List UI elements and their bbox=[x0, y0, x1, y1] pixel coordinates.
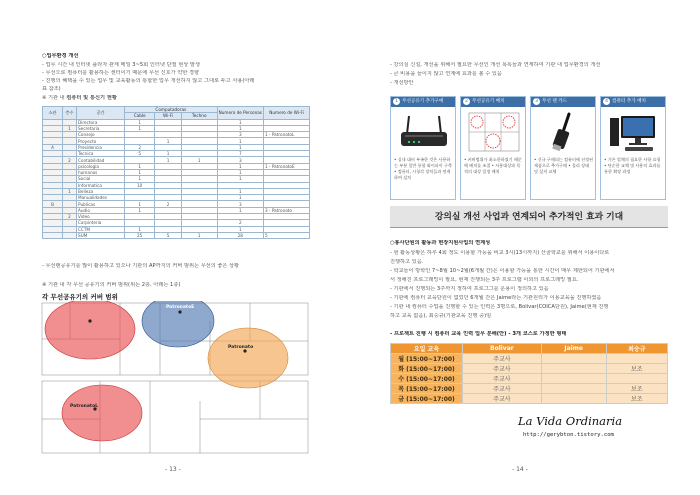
table-cell: Secretaria bbox=[77, 125, 125, 131]
table-cell: 1 - PatronatoL bbox=[264, 132, 310, 138]
improvement-card bbox=[600, 96, 666, 200]
body-line: - 기관에 컴퓨터 교육단원이 없었던 6개월 간은 Jaime라는 기관원리가 이용교육을 진행하였음 bbox=[390, 295, 602, 301]
table-cell: Belleza bbox=[77, 188, 125, 194]
equipment-table-body bbox=[43, 119, 310, 239]
table-cell: Presidencia bbox=[77, 144, 125, 150]
right-page bbox=[350, 0, 700, 495]
card-text: • 기존 업체의 필요한 사항 요청 • 단순한 교체 및 사용의 효과를 통한 확장 과정 bbox=[604, 157, 661, 174]
table-cell: 1 bbox=[125, 226, 155, 232]
col-header: Wi-Fi bbox=[155, 113, 181, 119]
section-heading: ○업무환경 개선 bbox=[42, 53, 79, 59]
table-cell: Social bbox=[77, 176, 125, 182]
table-row bbox=[43, 232, 310, 238]
schedule-cell bbox=[541, 374, 606, 384]
table-cell: psicologia bbox=[77, 163, 125, 169]
card-number: 3 bbox=[533, 98, 540, 105]
equipment-table bbox=[42, 106, 310, 239]
table-cell: 10 bbox=[125, 182, 155, 188]
schedule-col-header: 요일 교육 bbox=[391, 344, 463, 354]
col-header: Cable bbox=[125, 113, 155, 119]
card-header bbox=[391, 97, 455, 107]
table-cell: 1 bbox=[217, 188, 263, 194]
table-cell: 5 bbox=[125, 151, 155, 157]
table-cell: 1 bbox=[181, 232, 217, 238]
schedule-col-header: Bolivar bbox=[463, 344, 542, 354]
table-cell: 1 bbox=[217, 207, 263, 213]
table-cell: 2 bbox=[63, 157, 77, 163]
table-cell: Directora bbox=[77, 119, 125, 125]
table-cell: Video bbox=[77, 214, 125, 220]
table-cell: Carpinteria bbox=[77, 220, 125, 226]
card-header bbox=[601, 97, 665, 107]
col-header: Numero de Wi-Fi bbox=[264, 107, 310, 120]
table-cell: Tecnica bbox=[77, 151, 125, 157]
col-header: Computadoras bbox=[125, 107, 218, 113]
schedule-row bbox=[391, 384, 668, 394]
schedule-body bbox=[391, 354, 668, 404]
table-cell: 2 bbox=[63, 214, 77, 220]
router-label: PatronatoL bbox=[70, 404, 99, 409]
coverage-zone-orange bbox=[208, 328, 288, 388]
table-cell: Consejo bbox=[77, 132, 125, 138]
table-cell: A bbox=[43, 144, 63, 150]
table-cell: 3 bbox=[217, 201, 263, 207]
table-cell: 5 bbox=[155, 232, 181, 238]
table-cell: 1 bbox=[63, 125, 77, 131]
table-cell: 3 bbox=[217, 157, 263, 163]
card-number: 4 bbox=[603, 98, 610, 105]
blog-url[interactable]: http://gerybton.tistory.com bbox=[523, 432, 614, 438]
table-cell: 1 bbox=[125, 125, 155, 131]
body-line: 서 정해진 프로그래밍이 필요, 현재 진행되는 3주 프로그램 이외의 프로그래밍 필요. bbox=[390, 277, 579, 283]
col-header: 층수 bbox=[63, 107, 77, 120]
schedule-cell: 주교사 bbox=[463, 384, 542, 394]
table-cell: Audio bbox=[77, 207, 125, 213]
table-cell: 3 bbox=[217, 132, 263, 138]
table-cell bbox=[43, 232, 63, 238]
schedule-cell bbox=[606, 374, 667, 384]
table-cell: SUM bbox=[77, 232, 125, 238]
table-cell: B bbox=[43, 201, 63, 207]
table-cell: 1 bbox=[125, 207, 155, 213]
table-cell: 1 bbox=[217, 119, 263, 125]
table-cell: 7 bbox=[217, 151, 263, 157]
card-title: 무선 랜 카드 bbox=[542, 99, 568, 104]
table-cell: 1 - PatronatoE bbox=[264, 163, 310, 169]
table-cell: 1 bbox=[217, 125, 263, 131]
body-line: - 기관에서 진행되는 3주까지 정하여 프로그그를 운용이 정의하고 있음 bbox=[390, 286, 549, 292]
page-number: - 14 - bbox=[512, 466, 528, 473]
table-cell: Publicas bbox=[77, 201, 125, 207]
improvement-card bbox=[460, 96, 526, 200]
table-cell: 1 bbox=[125, 176, 155, 182]
diagram-caption: ※ 기관 내 각 무선 공유기의 커버 범위(위는 2층, 아래는 1층) bbox=[42, 282, 181, 288]
schedule-cell: 주교사 bbox=[463, 354, 542, 364]
table-cell: Contabilidad bbox=[77, 157, 125, 163]
body-line: - 기관 내 컴퓨터 수업을 진행할 수 있는 인력은 3명으로, Bolivar(COICA단원), Jaime(현재 진행 bbox=[390, 304, 609, 310]
wifi-adapter-icon bbox=[535, 110, 593, 154]
table-cell: Informatica bbox=[77, 182, 125, 188]
bullet-line: 표 참조) bbox=[42, 86, 61, 92]
table-cell: 1 bbox=[155, 138, 181, 144]
bullet-line: - 업무 시간 내 인터넷 플라자 관계 메일 3~5회 인터넷 단절 현상 발생 bbox=[42, 62, 200, 68]
coverage-zone-red-lower bbox=[62, 385, 142, 441]
table-cell: CCTM bbox=[77, 226, 125, 232]
table-cell: 1 bbox=[155, 151, 181, 157]
body-line: 하고 교육 없음), 최승규(기관교육 진행 중)임 bbox=[390, 313, 492, 319]
schedule-cell: 주교사 bbox=[463, 364, 542, 374]
card-title: 무선공유기 배치 bbox=[472, 99, 505, 104]
schedule-cell bbox=[606, 354, 667, 364]
schedule-row bbox=[391, 374, 668, 384]
table-cell: 2 bbox=[155, 201, 181, 207]
diagram-title: 각 무선공유기의 커버 범위 bbox=[42, 293, 118, 301]
card-header bbox=[531, 97, 595, 107]
blog-signature: La Vida Ordinaria bbox=[518, 414, 623, 428]
card-number: 1 bbox=[393, 98, 400, 105]
card-text: • 신규 구매되는 컴퓨터에 선정된 제품으로 추가구매 • 물리 상태 및 설치 교체 bbox=[534, 157, 594, 174]
table-cell: 1 bbox=[125, 169, 155, 175]
schedule-cell: 화 (15:00~17:00) bbox=[391, 364, 463, 374]
schedule-row bbox=[391, 394, 668, 404]
col-header: 공간 bbox=[77, 107, 125, 120]
schedule-row bbox=[391, 354, 668, 364]
schedule-cell: 목 (15:00~17:00) bbox=[391, 384, 463, 394]
table-cell: 1 bbox=[217, 163, 263, 169]
schedule-cell: 금 (15:00~17:00) bbox=[391, 394, 463, 404]
schedule-cell bbox=[541, 394, 606, 404]
section-heading: ○봉사단원의 활동과 현장지원사업의 연계성 bbox=[390, 240, 491, 246]
router-dot bbox=[178, 310, 181, 313]
card-header bbox=[461, 97, 525, 107]
table-cell bbox=[63, 232, 77, 238]
coverage-diagram bbox=[40, 301, 312, 455]
schedule-cell: 보조 bbox=[606, 394, 667, 404]
table-cell: 1 bbox=[181, 157, 217, 163]
col-header: Techno bbox=[181, 113, 217, 119]
body-line: 진행하고 있음. bbox=[390, 259, 424, 265]
col-header: Numero de Personas bbox=[217, 107, 263, 120]
table-cell: 25 bbox=[125, 232, 155, 238]
table-cell: humanos bbox=[77, 169, 125, 175]
after-table-note: - 무선랜공유기를 많이 활용하고 있으나 기관의 AP까지의 커버 범위는 무선의 좋은 상황 bbox=[42, 263, 240, 269]
table-caption-prefix: ※ 기관 내 bbox=[42, 95, 67, 101]
coverage-zone-red-upper bbox=[45, 301, 135, 359]
improvement-card bbox=[390, 96, 456, 200]
improvement-card bbox=[530, 96, 596, 200]
table-cell: 1 bbox=[217, 176, 263, 182]
card-text: • 실내 대비 부족한 것은 사용하는 부분 일반 통합 와이파이 구축 • 컴퓨터, 시청각 장치들과 연계하여 설치 bbox=[394, 157, 452, 180]
router-label: Patronato bbox=[228, 345, 254, 350]
body-line: - 현 활동상황은 하루 4회 정도 이용할 가능을 비교 3시(13시까지) 산골학교를 위해서 이용이다로 bbox=[390, 250, 610, 256]
col-header: 소관 bbox=[43, 107, 63, 120]
table-cell: 1 bbox=[125, 163, 155, 169]
schedule-header-row bbox=[391, 344, 668, 354]
computer-icon bbox=[605, 110, 663, 154]
schedule-col-header: Jaime bbox=[541, 344, 606, 354]
schedule-cell: 주교사 bbox=[463, 394, 542, 404]
schedule-cell bbox=[541, 364, 606, 374]
bullet-line: - 진행의 혜택을 수 있는 업무 및 교육활동의 통합한 업무 개선하지 않고 그대로 두고 사용(아래 bbox=[42, 78, 255, 84]
body-line: - 학교들이 방학인 7~8월 10~2월(6개월 간)은 이용할 가능을 통한 시간이 매우 제한되어 기관에서 bbox=[390, 268, 615, 274]
table-cell: 1 bbox=[155, 157, 181, 163]
table-cell: 2 bbox=[217, 220, 263, 226]
schedule-cell: 월 (15:00~17:00) bbox=[391, 354, 463, 364]
table-cell: 3 - Patronato bbox=[264, 207, 310, 213]
table-cell: 1 bbox=[63, 188, 77, 194]
table-cell: 28 bbox=[217, 232, 263, 238]
router-icon bbox=[395, 110, 453, 154]
table-cell: 2 bbox=[125, 144, 155, 150]
bullet-line: - 큰 비용을 들이지 않고 연계에 효과를 볼 수 있음 bbox=[390, 71, 502, 77]
schedule-cell: 보조 bbox=[606, 384, 667, 394]
schedule-cell: 주교사 bbox=[463, 374, 542, 384]
bullet-line: - 개선방안 bbox=[390, 80, 414, 86]
schedule-heading: - 프로젝트 진행 시 컴퓨터 교육 인력 업무 분배(안) - 3개 코스로 가정한 형태 bbox=[390, 331, 567, 337]
schedule-col-header: 최승규 bbox=[606, 344, 667, 354]
schedule-table bbox=[390, 343, 668, 404]
bullet-line: - 강의실 신설, 개선을 위해서 필요한 무선인 개선 목록들과 연계하여 기관 내 업무환경의 개선 bbox=[390, 62, 601, 68]
schedule-cell: 보조 bbox=[606, 364, 667, 374]
card-title: 무선공유기 추가구매 bbox=[402, 99, 444, 104]
table-cell: 1 bbox=[217, 169, 263, 175]
router-label: PatronatoE bbox=[166, 305, 195, 310]
router-dot bbox=[88, 319, 91, 322]
table-caption bbox=[42, 95, 117, 102]
effect-banner: 강의실 개선 사업과 연계되어 추가적인 효과 기대 bbox=[390, 206, 668, 228]
table-cell: 1 bbox=[217, 226, 263, 232]
table-cell: 1 bbox=[217, 144, 263, 150]
table-cell: Manualidades bbox=[77, 195, 125, 201]
schedule-cell bbox=[541, 384, 606, 394]
schedule-row bbox=[391, 364, 668, 374]
table-cell: Proyecto bbox=[77, 138, 125, 144]
page-number: - 13 - bbox=[165, 466, 181, 473]
floorplan-icon bbox=[465, 110, 523, 154]
table-caption-bold: 컴퓨터 및 통신기 현황 bbox=[66, 95, 117, 101]
table-cell: 1 bbox=[217, 195, 263, 201]
bullet-line: - 무선으로 컴퓨터를 활용하는 센터이기 때문에 무선 신호가 약한 경향 bbox=[42, 70, 200, 76]
card-number: 2 bbox=[463, 98, 470, 105]
schedule-cell: 수 (15:00~17:00) bbox=[391, 374, 463, 384]
table-cell: 1 bbox=[125, 119, 155, 125]
card-text: • 커버범위가 최소한하였기 때문에 배치를 조절 • 사용대상과 목적의 대상 일정 배치 bbox=[464, 157, 522, 174]
table-cell: 5 bbox=[264, 232, 310, 238]
table-cell: 1 bbox=[217, 138, 263, 144]
table-cell: 1 bbox=[125, 201, 155, 207]
card-title: 컴퓨터 추가 배치 bbox=[612, 99, 646, 104]
schedule-cell bbox=[541, 354, 606, 364]
